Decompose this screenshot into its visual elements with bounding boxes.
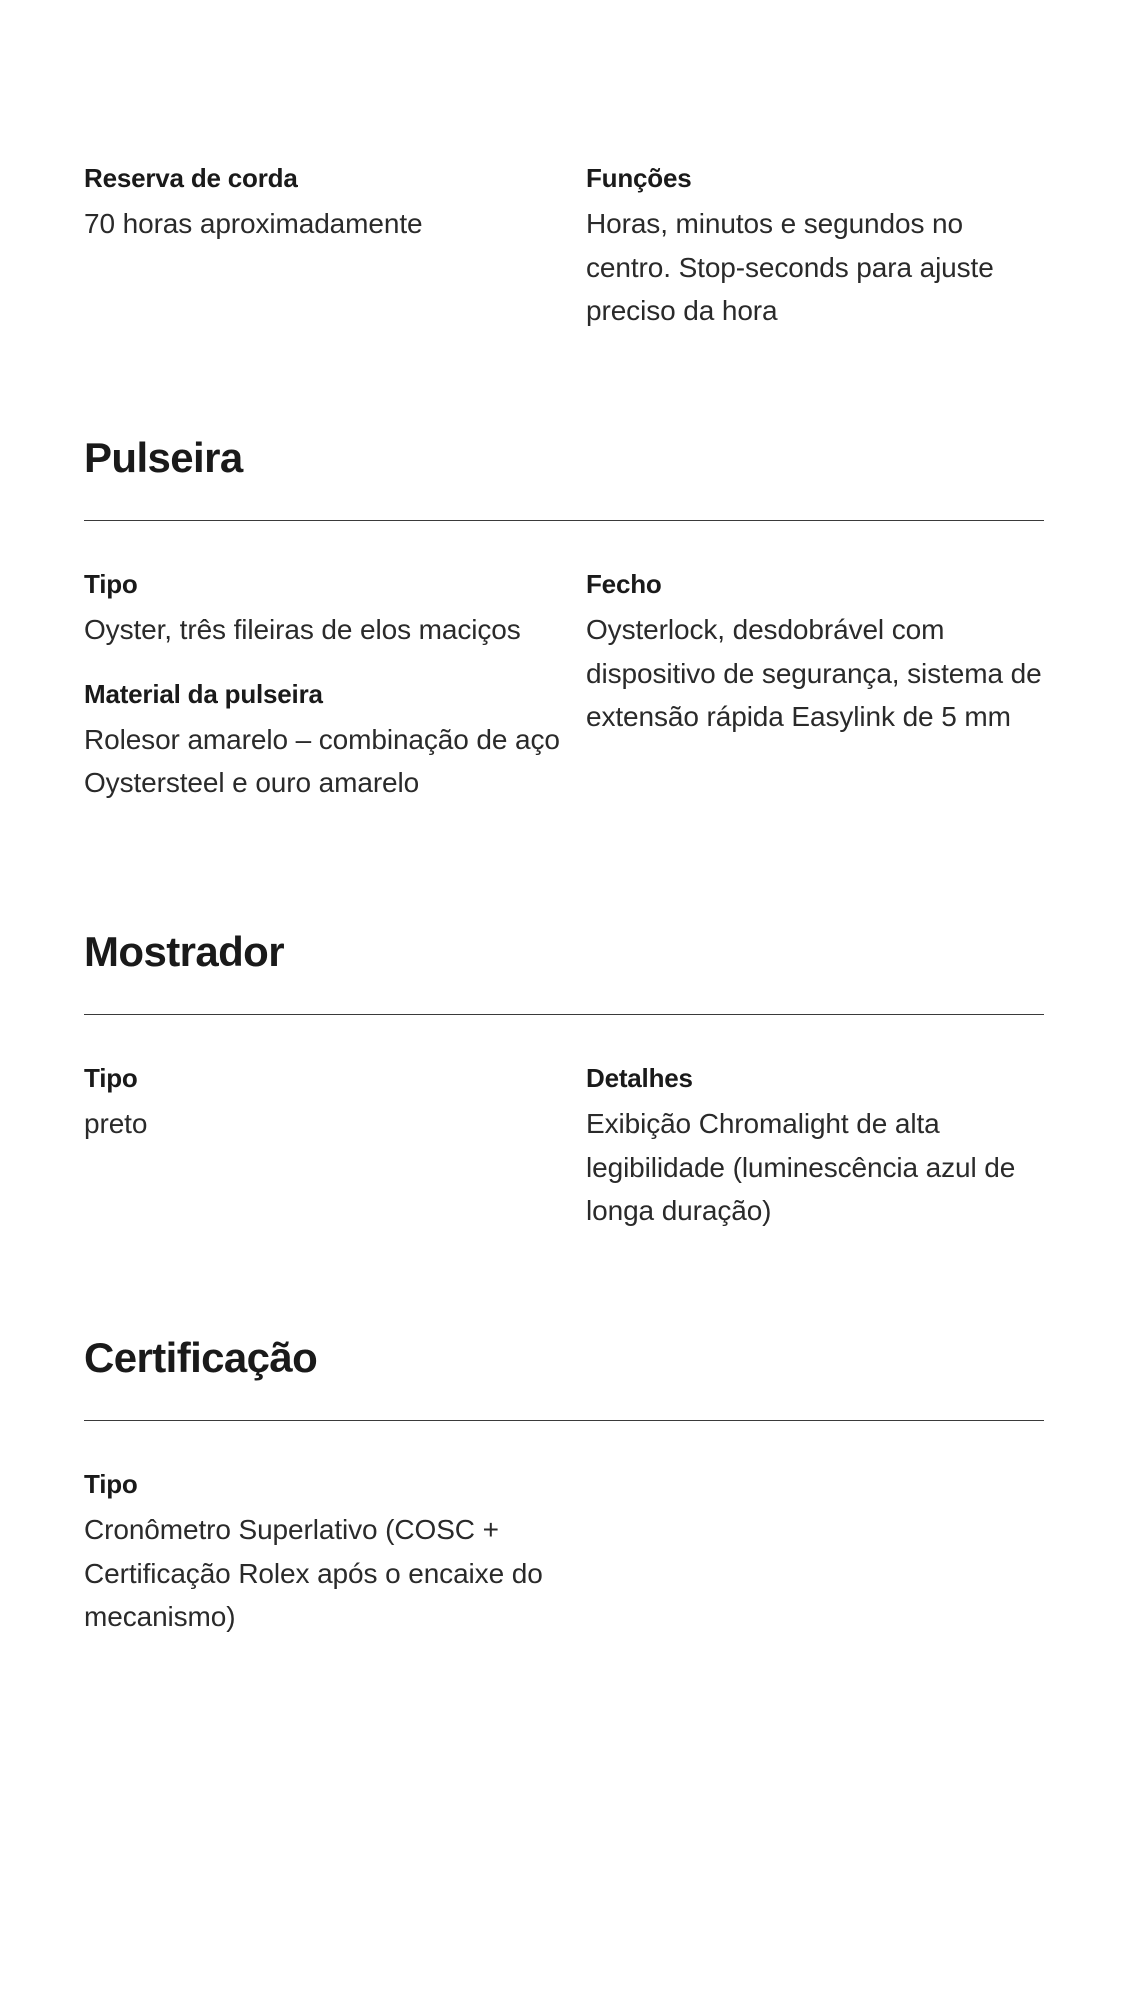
spec-label: Tipo [84, 1063, 138, 1093]
section-title-bracelet: Pulseira [84, 434, 243, 481]
spec-value: Oyster, três fileiras de elos maciços [84, 614, 521, 645]
bracelet-type-spec [84, 566, 586, 652]
spec-value: Oysterlock, desdobrável com dispositivo de segurança, sistema de extensão rápida Easylink de 5 mm [586, 614, 1042, 732]
spec-label: Tipo [84, 1469, 138, 1499]
section-title-dial: Mostrador [84, 928, 284, 975]
spec-value: Cronômetro Superlativo (COSC + Certificação Rolex após o encaixe do mecanismo) [84, 1514, 543, 1632]
movement-specs [84, 160, 1044, 357]
spec-label: Fecho [586, 569, 662, 599]
spec-label: Material da pulseira [84, 678, 323, 709]
section-divider [84, 520, 1044, 521]
spec-label: Tipo [84, 569, 138, 599]
power-reserve-spec [84, 160, 586, 357]
certification-type-spec [84, 1466, 586, 1639]
spec-value: Rolesor amarelo – combinação de aço Oystersteel e ouro amarelo [84, 723, 560, 798]
spec-label: Detalhes [586, 1063, 693, 1093]
spec-value: Exibição Chromalight de alta legibilidade (luminescência azul de longa duração) [586, 1108, 1016, 1226]
section-divider [84, 1014, 1044, 1015]
spec-value: 70 horas aproximadamente [84, 208, 423, 239]
functions-spec [586, 160, 1044, 357]
spec-label: Reserva de corda [84, 163, 298, 193]
certification-specs [84, 1466, 1044, 1663]
bracelet-specs [84, 566, 1044, 829]
spec-value: Horas, minutos e segundos no centro. Stop-seconds para ajuste preciso da hora [586, 208, 994, 326]
section-title-certification: Certificação [84, 1334, 318, 1381]
bracelet-clasp-spec [586, 566, 1044, 739]
bracelet-material-spec [84, 676, 586, 805]
dial-specs [84, 1060, 1044, 1257]
section-divider [84, 1420, 1044, 1421]
dial-details-spec [586, 1060, 1044, 1233]
spec-label: Funções [586, 163, 692, 193]
spec-value: preto [84, 1108, 148, 1139]
dial-type-spec [84, 1060, 586, 1146]
